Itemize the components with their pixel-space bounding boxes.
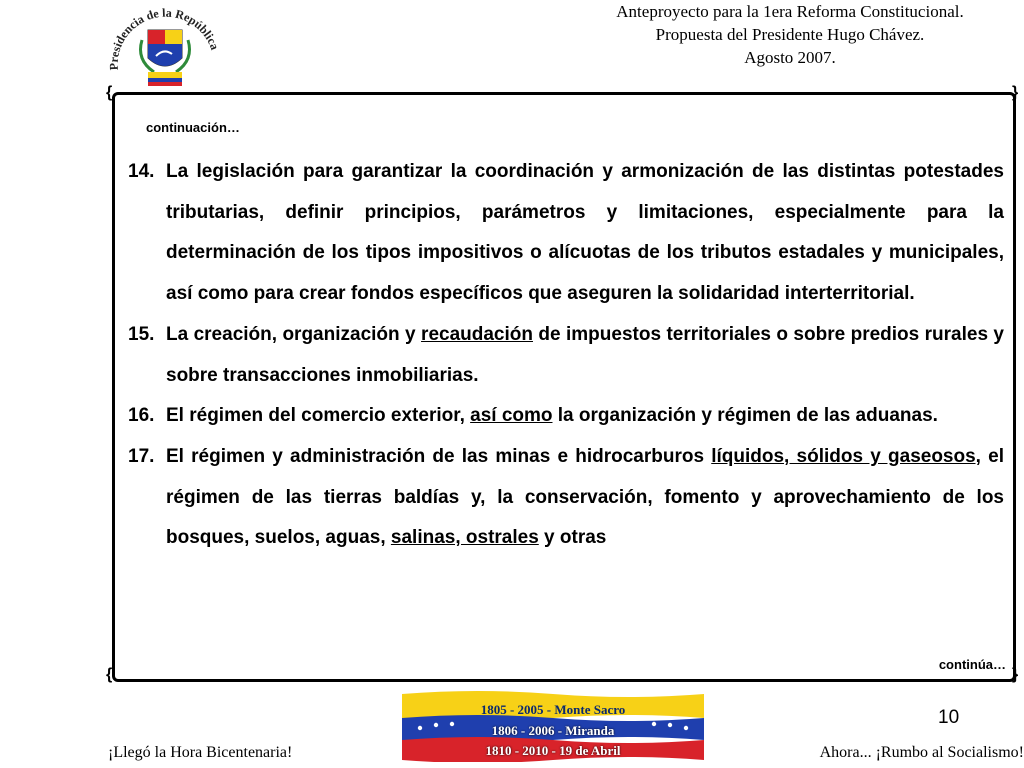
header-subtitle: Propuesta del Presidente Hugo Chávez. [655, 25, 925, 44]
banner-line-2: 1806 - 2006 - Miranda [491, 723, 615, 738]
underlined-amendment: líquidos, sólidos y gaseosos, [711, 445, 981, 467]
article-item [128, 437, 1004, 559]
document-header [560, 0, 1020, 69]
article-number: 14. [128, 161, 155, 182]
footer-right-slogan: Ahora... ¡Rumbo al Socialismo! [819, 744, 1024, 761]
article-text [166, 437, 1004, 559]
article-text-segment: y otras [538, 527, 607, 549]
footer-left-slogan: ¡Llegó la Hora Bicentenaria! [108, 744, 293, 761]
continuation-label: continuación… [146, 120, 240, 135]
article-number: 15. [128, 323, 155, 345]
article-text-segment: La creación, organización y [166, 323, 422, 345]
page-number: 10 [938, 707, 960, 728]
frame-corner-ornament: } [1012, 84, 1019, 101]
article-text [166, 152, 1004, 315]
header-title: Anteproyecto para la 1era Reforma Constitucional. [616, 2, 964, 21]
bicentennial-banner [402, 688, 704, 762]
frame-corner-ornament: { [106, 666, 113, 683]
article-text-segment: el régimen de las tierras baldías y, la conservación, fomento y aprovechamiento de los bosques, suelos, aguas, [166, 445, 1004, 549]
article-text-segment: la organización y régimen de las aduanas. [552, 405, 938, 427]
article-list [128, 152, 1004, 559]
seal-text: Presidencia de la República [106, 5, 222, 71]
article-text-segment: de impuestos territoriales o sobre predios rurales y sobre transacciones inmobiliarias. [166, 323, 1004, 386]
article-number: 16. [128, 405, 155, 427]
coat-of-arms-icon [141, 30, 190, 86]
continues-label: continúa… [938, 657, 1006, 672]
article-text [166, 315, 1004, 396]
underlined-amendment: así como [470, 405, 553, 427]
article-item [128, 315, 1004, 396]
presidential-seal [100, 0, 230, 92]
article-text-segment: El régimen del comercio exterior, [166, 405, 471, 427]
underlined-amendment: recaudación [421, 323, 533, 345]
frame-corner-ornament: } [1012, 666, 1019, 683]
article-text-segment: La legislación para garantizar la coordinación y armonización de las distintas potestades tributarias, definir principios, parámetros y limitaciones, especialmente para la determinación de los tipos impositivos o alícuotas de los tributos estadales y municipales, así como para crear fondos específicos que aseguren la solidaridad interterritorial. [166, 161, 1004, 305]
article-item [128, 396, 1004, 437]
header-date: Agosto 2007. [744, 48, 836, 67]
banner-line-3: 1810 - 2010 - 19 de Abril [485, 743, 621, 758]
underlined-amendment: salinas, ostrales [390, 527, 539, 549]
banner-line-1: 1805 - 2005 - Monte Sacro [480, 702, 626, 717]
article-number: 17. [128, 445, 155, 467]
article-item [128, 152, 1004, 315]
article-text [166, 396, 1004, 437]
frame-corner-ornament: { [106, 84, 113, 101]
article-text-segment: El régimen y administración de las minas e hidrocarburos [166, 445, 712, 467]
